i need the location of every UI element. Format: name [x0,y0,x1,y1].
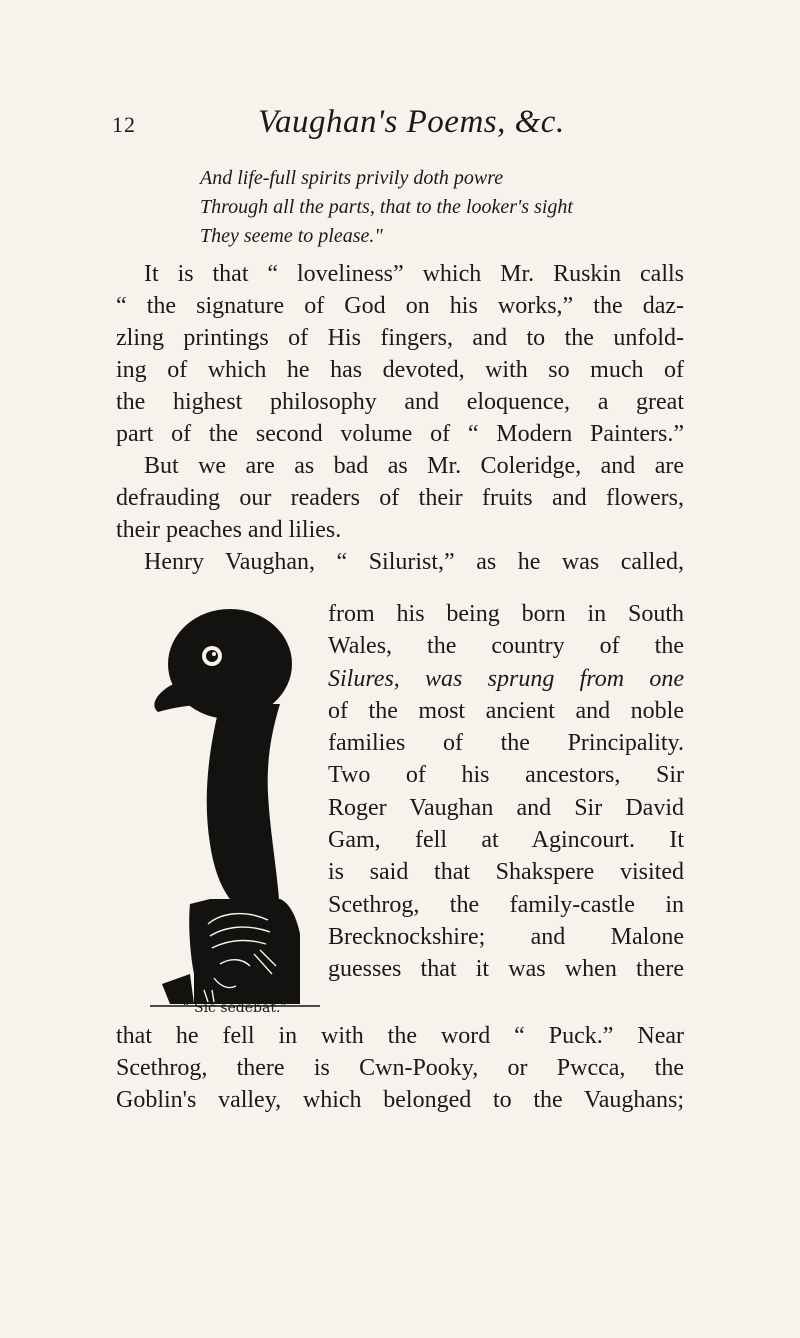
text-line: “ the signature of God on his works,” the daz- [116,293,684,319]
text-line: that he fell in with the word “ Puck.” Near [116,1023,684,1049]
verse-quote [200,164,573,251]
text-line: defrauding our readers of their fruits and flowers, [116,485,684,511]
text-line: Scethrog, the family-castle in [328,891,684,918]
text-line: Gam, fell at Agincourt. It [328,827,684,854]
text-line: Wales, the country of the [328,633,684,660]
text-line: of the most ancient and noble [328,697,684,724]
running-title: Vaughan's Poems, &c. [258,104,565,140]
text-line: Silures, was sprung from one [328,665,684,692]
verse-line: They seeme to please." [200,225,383,247]
text-line: Roger Vaughan and Sir David [328,794,684,821]
verse-line: Through all the parts, that to the looker's sight [200,196,573,218]
emblem-caption: “ Sic sedebat.” [182,1000,288,1016]
text-line: the highest philosophy and eloquence, a great [116,389,684,415]
text-line: from his being born in South [328,601,684,627]
text-line: Henry Vaughan, “ Silurist,” as he was called, [144,549,684,575]
paragraph-3-opening [116,546,684,578]
text-line: families of the Principality. [328,730,684,757]
text-line: guesses that it was when there [328,956,684,983]
paragraph-3-tail [116,1020,684,1116]
verse-line: And life-full spirits privily doth powre [200,167,504,189]
paragraph-1 [116,258,684,450]
paragraph-2 [116,450,684,546]
heraldic-crest-icon [150,594,320,1024]
text-line: Brecknockshire; and Malone [328,923,684,950]
text-line: Two of his ancestors, Sir [328,762,684,789]
text-line: is said that Shakspere visited [328,859,684,886]
text-line: part of the second volume of “ Modern Painters.” [116,421,684,447]
text-line: Scethrog, there is Cwn-Pooky, or Pwcca, the [116,1055,684,1081]
text-line: zling printings of His fingers, and to the unfold- [116,325,684,351]
text-line: their peaches and lilies. [116,517,342,543]
text-line: ing of which he has devoted, with so much of [116,357,684,383]
text-line: Goblin's valley, which belonged to the Vaughans; [116,1087,684,1113]
text-line: But we are as bad as Mr. Coleridge, and are [144,453,684,479]
page-number: 12 [112,112,136,137]
paragraph-3-wrapped [328,598,684,986]
text-line: It is that “ loveliness” which Mr. Ruskin calls [144,261,684,287]
